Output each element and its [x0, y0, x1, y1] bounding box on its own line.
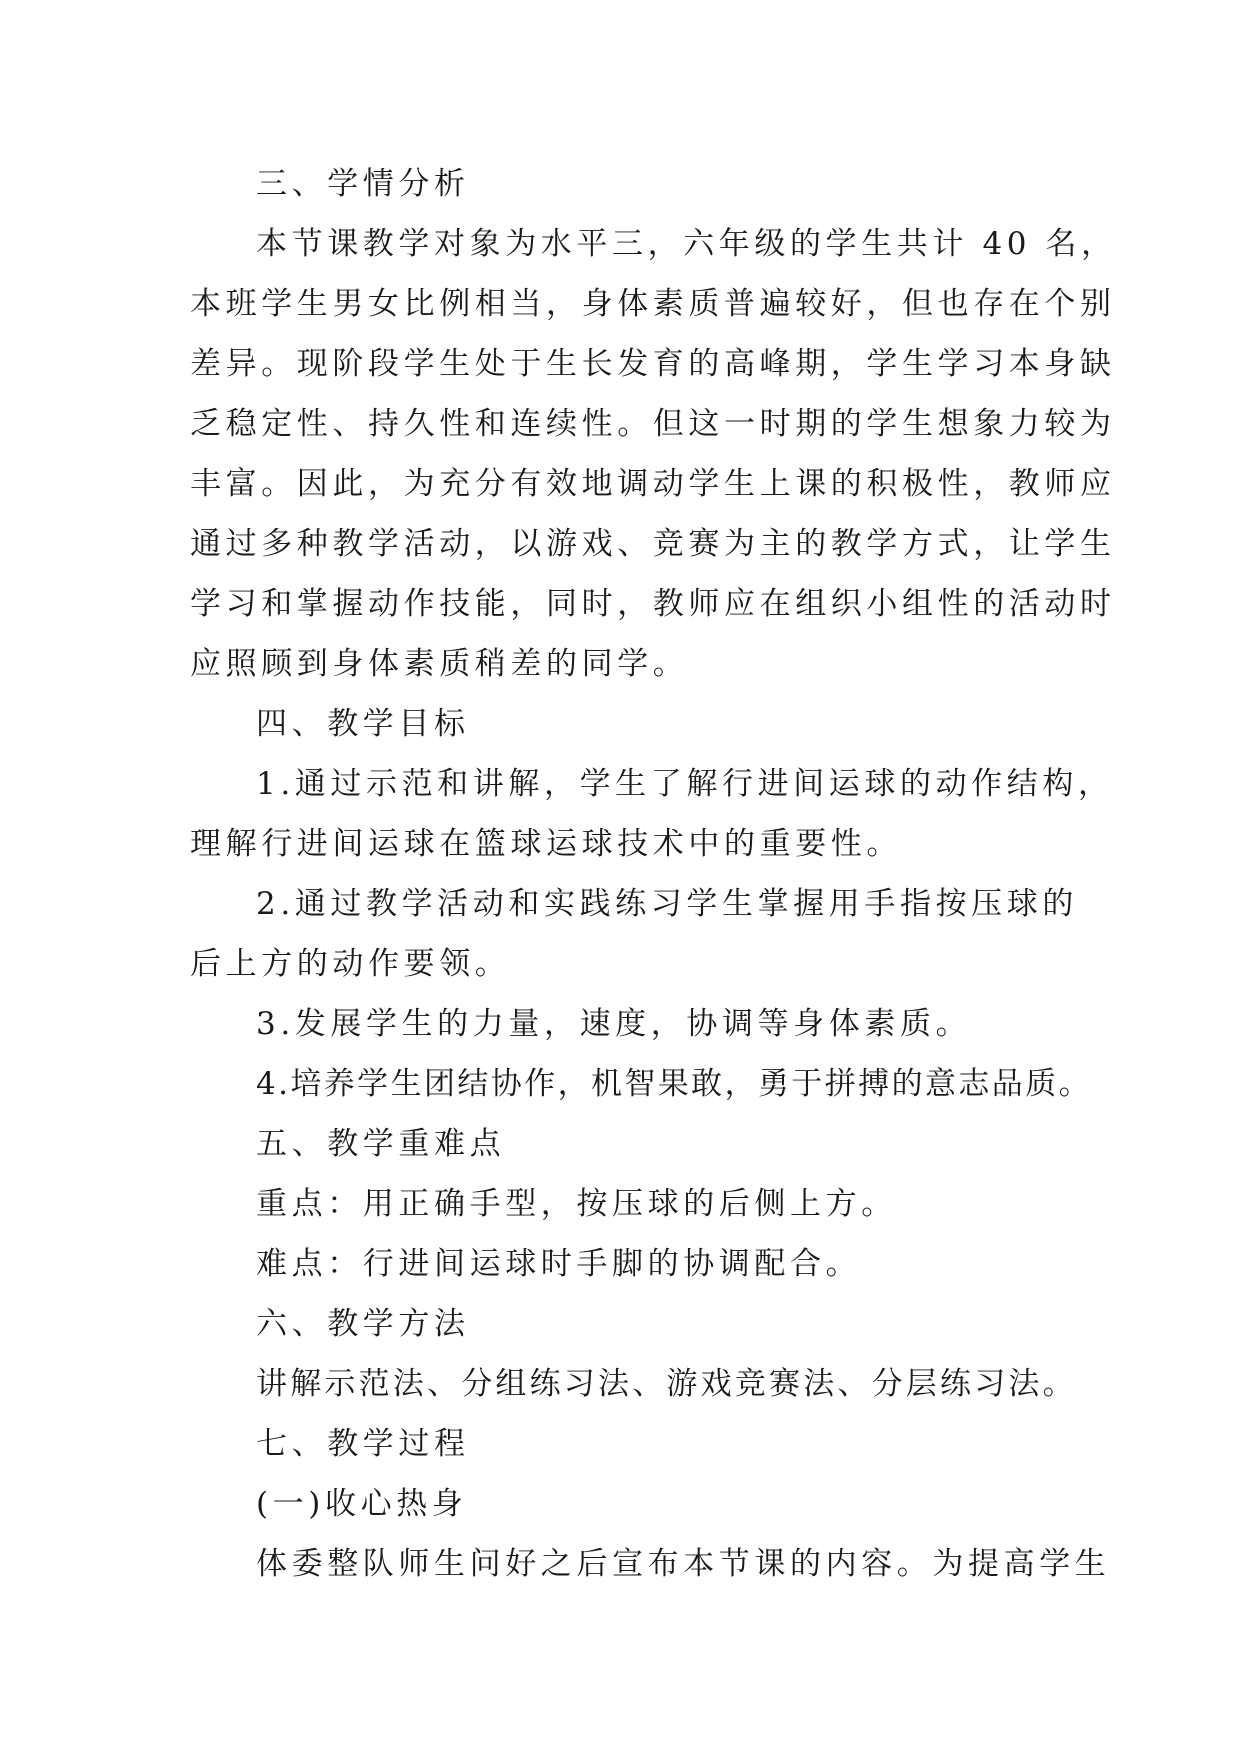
paragraph-line: 乏稳定性、持久性和连续性。但这一时期的学生想象力较为 [190, 406, 1116, 442]
goal-item: 4.培养学生团结协作，机智果敢，勇于拼搏的意志品质。 [256, 1066, 1092, 1102]
section-heading-key-points: 五、教学重难点 [256, 1126, 506, 1162]
paragraph-line: 通过多种教学活动，以游戏、竞赛为主的教学方式，让学生 [190, 526, 1116, 562]
goal-item: 2.通过教学活动和实践练习学生掌握用手指按压球的 [256, 886, 1078, 922]
goal-item-continuation: 后上方的动作要领。 [190, 946, 511, 982]
methods-text: 讲解示范法、分组练习法、游戏竞赛法、分层练习法。 [256, 1366, 1077, 1402]
key-point-text: 重点：用正确手型，按压球的后侧上方。 [256, 1186, 897, 1222]
difficulty-text: 难点：行进间运球时手脚的协调配合。 [256, 1246, 862, 1282]
section-heading-teaching-goals: 四、教学目标 [256, 706, 470, 742]
subsection-heading-warmup: (一)收心热身 [256, 1486, 468, 1522]
paragraph-line: 学习和掌握动作技能，同时，教师应在组织小组性的活动时 [190, 586, 1116, 622]
paragraph-line: 差异。现阶段学生处于生长发育的高峰期，学生学习本身缺 [190, 346, 1116, 382]
goal-item: 3.发展学生的力量，速度，协调等身体素质。 [256, 1006, 972, 1042]
goal-item-continuation: 理解行进间运球在篮球运球技术中的重要性。 [190, 826, 902, 862]
section-heading-teaching-process: 七、教学过程 [256, 1426, 470, 1462]
goal-item: 1.通过示范和讲解，学生了解行进间运球的动作结构， [256, 766, 1114, 802]
paragraph-line: 应照顾到身体素质稍差的同学。 [190, 646, 689, 682]
paragraph-line: 丰富。因此，为充分有效地调动学生上课的积极性，教师应 [190, 466, 1116, 502]
section-heading-teaching-methods: 六、教学方法 [256, 1306, 470, 1342]
paragraph-line: 本节课教学对象为水平三，六年级的学生共计 40 名， [256, 226, 1117, 262]
paragraph-line: 本班学生男女比例相当，身体素质普遍较好，但也存在个别 [190, 286, 1116, 322]
section-heading-learning-analysis: 三、学情分析 [256, 166, 470, 202]
paragraph-line: 体委整队师生问好之后宣布本节课的内容。为提高学生 [256, 1546, 1111, 1582]
